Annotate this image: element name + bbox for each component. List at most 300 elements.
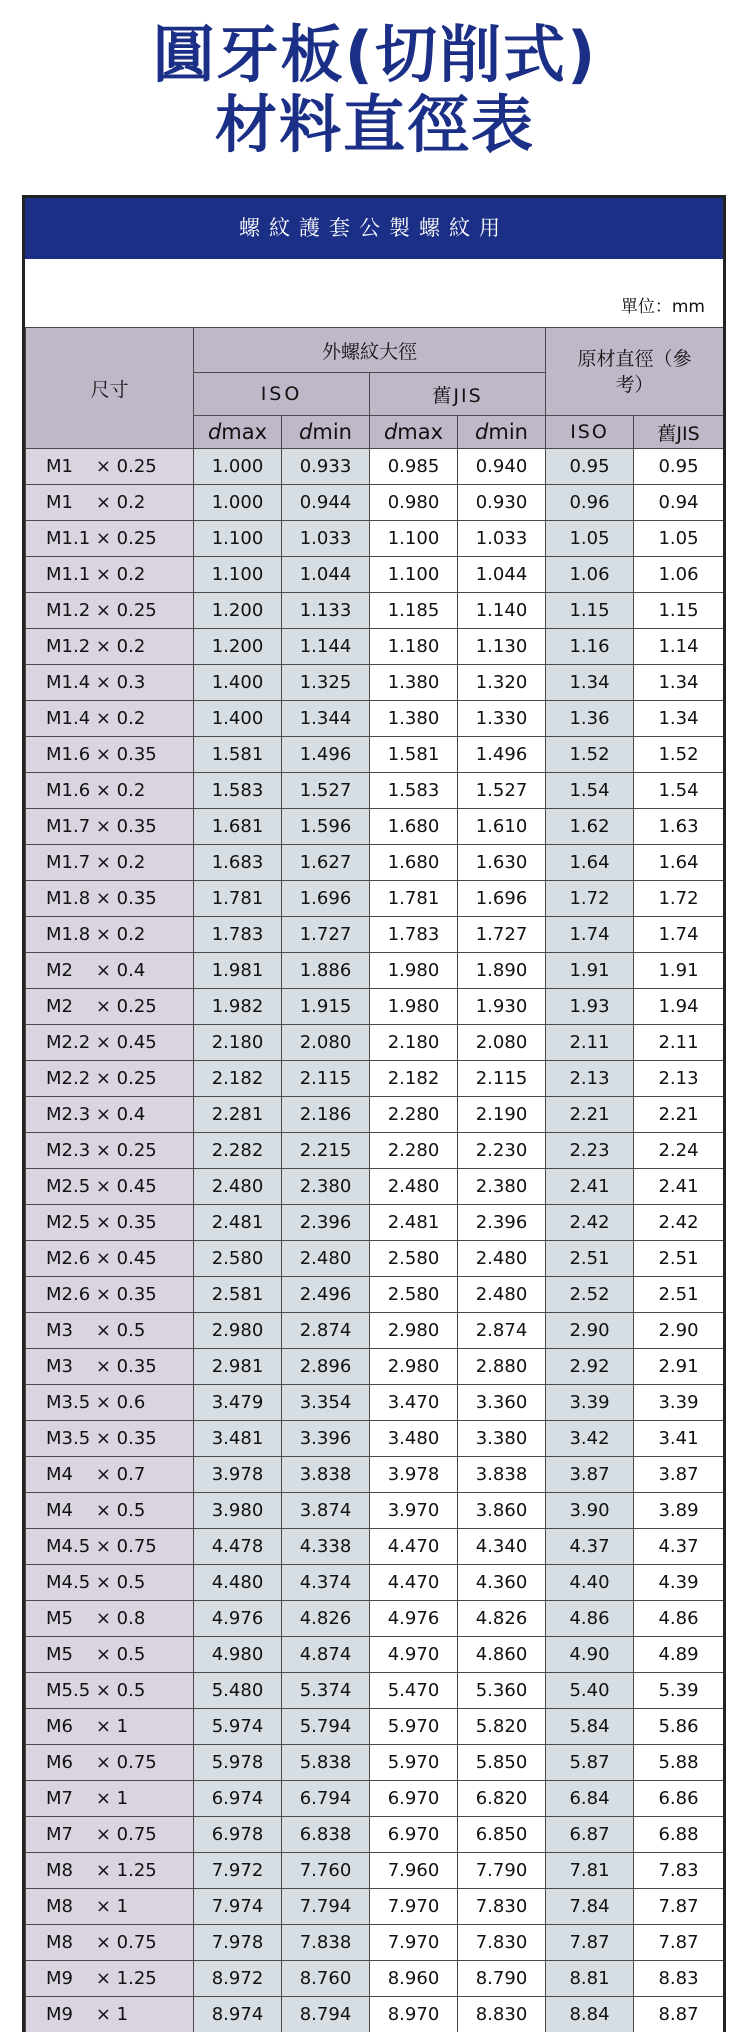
header-major-diameter: 外螺紋大徑 bbox=[194, 328, 546, 373]
blank-iso-cell: 2.41 bbox=[546, 1169, 634, 1205]
jis-dmax-cell: 1.783 bbox=[370, 917, 458, 953]
blank-iso-cell: 2.13 bbox=[546, 1061, 634, 1097]
jis-dmax-cell: 6.970 bbox=[370, 1781, 458, 1817]
iso-dmin-cell: 4.826 bbox=[282, 1601, 370, 1637]
jis-dmax-cell: 1.581 bbox=[370, 737, 458, 773]
iso-dmax-cell: 6.978 bbox=[194, 1817, 282, 1853]
blank-iso-cell: 1.05 bbox=[546, 521, 634, 557]
blank-iso-cell: 1.36 bbox=[546, 701, 634, 737]
table-row bbox=[26, 1277, 724, 1313]
table-row bbox=[26, 1385, 724, 1421]
jis-dmax-cell: 1.583 bbox=[370, 773, 458, 809]
title-line-1: 圓牙板(切削式) bbox=[152, 18, 598, 91]
jis-dmax-cell: 0.980 bbox=[370, 485, 458, 521]
jis-dmax-cell: 4.970 bbox=[370, 1637, 458, 1673]
blank-jis-cell: 2.41 bbox=[634, 1169, 724, 1205]
blank-iso-cell: 1.64 bbox=[546, 845, 634, 881]
jis-dmin-cell: 1.890 bbox=[458, 953, 546, 989]
size-cell: M6 × 0.75 bbox=[26, 1745, 194, 1781]
size-cell: M6 × 1 bbox=[26, 1709, 194, 1745]
size-cell: M2.5 × 0.45 bbox=[26, 1169, 194, 1205]
blank-jis-cell: 2.11 bbox=[634, 1025, 724, 1061]
blank-iso-cell: 4.90 bbox=[546, 1637, 634, 1673]
header-blank-jis: 舊JIS bbox=[634, 416, 724, 449]
table-row bbox=[26, 1241, 724, 1277]
iso-dmax-cell: 1.400 bbox=[194, 701, 282, 737]
jis-dmax-cell: 2.980 bbox=[370, 1313, 458, 1349]
jis-dmin-cell: 1.630 bbox=[458, 845, 546, 881]
iso-dmin-cell: 2.186 bbox=[282, 1097, 370, 1133]
iso-dmin-cell: 1.527 bbox=[282, 773, 370, 809]
iso-dmax-cell: 1.783 bbox=[194, 917, 282, 953]
blank-iso-cell: 2.90 bbox=[546, 1313, 634, 1349]
blank-iso-cell: 5.40 bbox=[546, 1673, 634, 1709]
table-row bbox=[26, 1997, 724, 2032]
iso-dmin-cell: 5.794 bbox=[282, 1709, 370, 1745]
blank-jis-cell: 0.95 bbox=[634, 449, 724, 485]
jis-dmin-cell: 3.838 bbox=[458, 1457, 546, 1493]
table-row bbox=[26, 1349, 724, 1385]
iso-dmin-cell: 2.215 bbox=[282, 1133, 370, 1169]
blank-iso-cell: 0.96 bbox=[546, 485, 634, 521]
iso-dmin-cell: 1.144 bbox=[282, 629, 370, 665]
size-cell: M1.2 × 0.2 bbox=[26, 629, 194, 665]
jis-dmax-cell: 2.280 bbox=[370, 1133, 458, 1169]
blank-jis-cell: 1.54 bbox=[634, 773, 724, 809]
iso-dmin-cell: 4.374 bbox=[282, 1565, 370, 1601]
jis-dmin-cell: 2.190 bbox=[458, 1097, 546, 1133]
blank-iso-cell: 4.86 bbox=[546, 1601, 634, 1637]
table-row bbox=[26, 1205, 724, 1241]
iso-dmax-cell: 1.683 bbox=[194, 845, 282, 881]
table-row bbox=[26, 665, 724, 701]
jis-dmin-cell: 6.820 bbox=[458, 1781, 546, 1817]
jis-dmin-cell: 4.360 bbox=[458, 1565, 546, 1601]
size-cell: M2.2 × 0.25 bbox=[26, 1061, 194, 1097]
table-row bbox=[26, 1529, 724, 1565]
iso-dmin-cell: 2.380 bbox=[282, 1169, 370, 1205]
blank-iso-cell: 5.84 bbox=[546, 1709, 634, 1745]
iso-dmin-cell: 3.396 bbox=[282, 1421, 370, 1457]
iso-dmin-cell: 1.344 bbox=[282, 701, 370, 737]
blank-iso-cell: 1.93 bbox=[546, 989, 634, 1025]
size-cell: M2.6 × 0.45 bbox=[26, 1241, 194, 1277]
iso-dmax-cell: 3.481 bbox=[194, 1421, 282, 1457]
table-row bbox=[26, 1889, 724, 1925]
iso-dmax-cell: 4.478 bbox=[194, 1529, 282, 1565]
blank-iso-cell: 3.90 bbox=[546, 1493, 634, 1529]
iso-dmax-cell: 2.182 bbox=[194, 1061, 282, 1097]
iso-dmax-cell: 1.982 bbox=[194, 989, 282, 1025]
blank-iso-cell: 8.81 bbox=[546, 1961, 634, 1997]
blank-jis-cell: 2.51 bbox=[634, 1277, 724, 1313]
blank-jis-cell: 8.87 bbox=[634, 1997, 724, 2032]
iso-dmax-cell: 8.974 bbox=[194, 1997, 282, 2032]
jis-dmin-cell: 8.830 bbox=[458, 1997, 546, 2032]
iso-dmax-cell: 2.580 bbox=[194, 1241, 282, 1277]
jis-dmax-cell: 0.985 bbox=[370, 449, 458, 485]
blank-jis-cell: 1.94 bbox=[634, 989, 724, 1025]
iso-dmin-cell: 7.760 bbox=[282, 1853, 370, 1889]
jis-dmax-cell: 5.470 bbox=[370, 1673, 458, 1709]
blank-iso-cell: 1.62 bbox=[546, 809, 634, 845]
jis-dmin-cell: 1.140 bbox=[458, 593, 546, 629]
iso-dmax-cell: 3.978 bbox=[194, 1457, 282, 1493]
iso-dmax-cell: 1.781 bbox=[194, 881, 282, 917]
jis-dmax-cell: 1.980 bbox=[370, 989, 458, 1025]
iso-dmin-cell: 6.838 bbox=[282, 1817, 370, 1853]
size-cell: M2 × 0.25 bbox=[26, 989, 194, 1025]
table-row bbox=[26, 593, 724, 629]
jis-dmax-cell: 8.960 bbox=[370, 1961, 458, 1997]
table-row bbox=[26, 1709, 724, 1745]
blank-jis-cell: 6.88 bbox=[634, 1817, 724, 1853]
blank-jis-cell: 7.87 bbox=[634, 1889, 724, 1925]
table-row bbox=[26, 737, 724, 773]
jis-dmax-cell: 2.980 bbox=[370, 1349, 458, 1385]
size-cell: M9 × 1 bbox=[26, 1997, 194, 2032]
jis-dmax-cell: 1.185 bbox=[370, 593, 458, 629]
blank-jis-cell: 5.88 bbox=[634, 1745, 724, 1781]
jis-dmin-cell: 4.860 bbox=[458, 1637, 546, 1673]
jis-dmin-cell: 7.790 bbox=[458, 1853, 546, 1889]
jis-dmax-cell: 4.470 bbox=[370, 1565, 458, 1601]
iso-dmin-cell: 2.115 bbox=[282, 1061, 370, 1097]
diameter-table bbox=[25, 327, 724, 2032]
iso-dmin-cell: 4.338 bbox=[282, 1529, 370, 1565]
blank-jis-cell: 1.64 bbox=[634, 845, 724, 881]
table-body bbox=[26, 449, 724, 2032]
size-cell: M3.5 × 0.35 bbox=[26, 1421, 194, 1457]
table-row bbox=[26, 1025, 724, 1061]
iso-dmax-cell: 2.481 bbox=[194, 1205, 282, 1241]
iso-dmin-cell: 1.886 bbox=[282, 953, 370, 989]
table-row bbox=[26, 521, 724, 557]
size-cell: M1.4 × 0.2 bbox=[26, 701, 194, 737]
table-row bbox=[26, 809, 724, 845]
jis-dmin-cell: 2.480 bbox=[458, 1277, 546, 1313]
unit-row bbox=[25, 259, 723, 327]
blank-iso-cell: 2.23 bbox=[546, 1133, 634, 1169]
table-row bbox=[26, 1313, 724, 1349]
iso-dmin-cell: 2.080 bbox=[282, 1025, 370, 1061]
blank-jis-cell: 5.39 bbox=[634, 1673, 724, 1709]
size-cell: M1.8 × 0.2 bbox=[26, 917, 194, 953]
iso-dmax-cell: 3.980 bbox=[194, 1493, 282, 1529]
blank-iso-cell: 8.84 bbox=[546, 1997, 634, 2032]
jis-dmax-cell: 3.480 bbox=[370, 1421, 458, 1457]
iso-dmin-cell: 1.727 bbox=[282, 917, 370, 953]
table-row bbox=[26, 1673, 724, 1709]
jis-dmin-cell: 1.130 bbox=[458, 629, 546, 665]
iso-dmax-cell: 4.980 bbox=[194, 1637, 282, 1673]
blank-jis-cell: 4.86 bbox=[634, 1601, 724, 1637]
jis-dmin-cell: 3.360 bbox=[458, 1385, 546, 1421]
table-row bbox=[26, 629, 724, 665]
iso-dmax-cell: 2.180 bbox=[194, 1025, 282, 1061]
blank-iso-cell: 4.37 bbox=[546, 1529, 634, 1565]
size-cell: M1 × 0.25 bbox=[26, 449, 194, 485]
blank-iso-cell: 7.84 bbox=[546, 1889, 634, 1925]
blank-jis-cell: 2.13 bbox=[634, 1061, 724, 1097]
table-row bbox=[26, 953, 724, 989]
iso-dmin-cell: 7.794 bbox=[282, 1889, 370, 1925]
jis-dmax-cell: 2.182 bbox=[370, 1061, 458, 1097]
jis-dmin-cell: 1.696 bbox=[458, 881, 546, 917]
iso-dmax-cell: 5.480 bbox=[194, 1673, 282, 1709]
size-cell: M3 × 0.5 bbox=[26, 1313, 194, 1349]
iso-dmin-cell: 5.838 bbox=[282, 1745, 370, 1781]
size-cell: M2.5 × 0.35 bbox=[26, 1205, 194, 1241]
table-frame bbox=[22, 195, 726, 2032]
table-banner: 螺紋護套公製螺紋用 bbox=[25, 198, 723, 259]
iso-dmin-cell: 2.874 bbox=[282, 1313, 370, 1349]
table-row bbox=[26, 1565, 724, 1601]
table-row bbox=[26, 989, 724, 1025]
size-cell: M4.5 × 0.5 bbox=[26, 1565, 194, 1601]
blank-jis-cell: 2.24 bbox=[634, 1133, 724, 1169]
jis-dmin-cell: 5.360 bbox=[458, 1673, 546, 1709]
table-row bbox=[26, 1097, 724, 1133]
blank-iso-cell: 1.16 bbox=[546, 629, 634, 665]
table-row bbox=[26, 1853, 724, 1889]
jis-dmax-cell: 2.480 bbox=[370, 1169, 458, 1205]
jis-dmax-cell: 7.970 bbox=[370, 1889, 458, 1925]
blank-iso-cell: 2.11 bbox=[546, 1025, 634, 1061]
blank-jis-cell: 7.83 bbox=[634, 1853, 724, 1889]
blank-iso-cell: 6.87 bbox=[546, 1817, 634, 1853]
table-row bbox=[26, 557, 724, 593]
table-row bbox=[26, 845, 724, 881]
iso-dmax-cell: 2.281 bbox=[194, 1097, 282, 1133]
blank-jis-cell: 3.41 bbox=[634, 1421, 724, 1457]
header-size: 尺寸 bbox=[26, 328, 194, 449]
jis-dmax-cell: 2.481 bbox=[370, 1205, 458, 1241]
iso-dmax-cell: 5.974 bbox=[194, 1709, 282, 1745]
blank-iso-cell: 1.06 bbox=[546, 557, 634, 593]
jis-dmin-cell: 2.874 bbox=[458, 1313, 546, 1349]
size-cell: M1.1 × 0.25 bbox=[26, 521, 194, 557]
size-cell: M7 × 1 bbox=[26, 1781, 194, 1817]
jis-dmax-cell: 1.781 bbox=[370, 881, 458, 917]
page-title bbox=[0, 0, 750, 185]
iso-dmin-cell: 1.627 bbox=[282, 845, 370, 881]
blank-jis-cell: 4.37 bbox=[634, 1529, 724, 1565]
table-row bbox=[26, 1493, 724, 1529]
jis-dmin-cell: 2.380 bbox=[458, 1169, 546, 1205]
blank-jis-cell: 1.91 bbox=[634, 953, 724, 989]
iso-dmin-cell: 2.896 bbox=[282, 1349, 370, 1385]
jis-dmin-cell: 4.340 bbox=[458, 1529, 546, 1565]
jis-dmin-cell: 4.826 bbox=[458, 1601, 546, 1637]
size-cell: M4 × 0.5 bbox=[26, 1493, 194, 1529]
iso-dmax-cell: 1.200 bbox=[194, 629, 282, 665]
iso-dmax-cell: 1.000 bbox=[194, 449, 282, 485]
size-cell: M4 × 0.7 bbox=[26, 1457, 194, 1493]
iso-dmin-cell: 7.838 bbox=[282, 1925, 370, 1961]
iso-dmax-cell: 2.581 bbox=[194, 1277, 282, 1313]
table-row bbox=[26, 1169, 724, 1205]
jis-dmax-cell: 2.580 bbox=[370, 1277, 458, 1313]
jis-dmin-cell: 3.860 bbox=[458, 1493, 546, 1529]
size-cell: M2.6 × 0.35 bbox=[26, 1277, 194, 1313]
iso-dmin-cell: 0.944 bbox=[282, 485, 370, 521]
jis-dmin-cell: 1.044 bbox=[458, 557, 546, 593]
table-row bbox=[26, 1061, 724, 1097]
size-cell: M5.5 × 0.5 bbox=[26, 1673, 194, 1709]
iso-dmin-cell: 2.496 bbox=[282, 1277, 370, 1313]
jis-dmax-cell: 2.580 bbox=[370, 1241, 458, 1277]
size-cell: M1.2 × 0.25 bbox=[26, 593, 194, 629]
iso-dmax-cell: 1.100 bbox=[194, 557, 282, 593]
jis-dmax-cell: 1.100 bbox=[370, 521, 458, 557]
blank-iso-cell: 1.74 bbox=[546, 917, 634, 953]
iso-dmax-cell: 7.972 bbox=[194, 1853, 282, 1889]
blank-iso-cell: 1.34 bbox=[546, 665, 634, 701]
jis-dmax-cell: 3.470 bbox=[370, 1385, 458, 1421]
jis-dmin-cell: 2.080 bbox=[458, 1025, 546, 1061]
jis-dmax-cell: 5.970 bbox=[370, 1745, 458, 1781]
table-row bbox=[26, 773, 724, 809]
header-iso-dmax: dmax bbox=[194, 416, 282, 449]
iso-dmin-cell: 1.596 bbox=[282, 809, 370, 845]
blank-jis-cell: 2.42 bbox=[634, 1205, 724, 1241]
jis-dmin-cell: 1.527 bbox=[458, 773, 546, 809]
blank-iso-cell: 0.95 bbox=[546, 449, 634, 485]
iso-dmax-cell: 7.974 bbox=[194, 1889, 282, 1925]
blank-jis-cell: 1.63 bbox=[634, 809, 724, 845]
jis-dmax-cell: 7.970 bbox=[370, 1925, 458, 1961]
jis-dmin-cell: 2.115 bbox=[458, 1061, 546, 1097]
size-cell: M2.2 × 0.45 bbox=[26, 1025, 194, 1061]
iso-dmin-cell: 0.933 bbox=[282, 449, 370, 485]
iso-dmin-cell: 1.133 bbox=[282, 593, 370, 629]
blank-iso-cell: 2.42 bbox=[546, 1205, 634, 1241]
blank-iso-cell: 4.40 bbox=[546, 1565, 634, 1601]
jis-dmin-cell: 2.230 bbox=[458, 1133, 546, 1169]
iso-dmin-cell: 8.760 bbox=[282, 1961, 370, 1997]
jis-dmax-cell: 5.970 bbox=[370, 1709, 458, 1745]
blank-jis-cell: 2.51 bbox=[634, 1241, 724, 1277]
iso-dmin-cell: 3.874 bbox=[282, 1493, 370, 1529]
blank-iso-cell: 1.52 bbox=[546, 737, 634, 773]
jis-dmax-cell: 6.970 bbox=[370, 1817, 458, 1853]
jis-dmin-cell: 1.320 bbox=[458, 665, 546, 701]
blank-jis-cell: 1.34 bbox=[634, 701, 724, 737]
iso-dmax-cell: 2.980 bbox=[194, 1313, 282, 1349]
iso-dmax-cell: 4.480 bbox=[194, 1565, 282, 1601]
blank-iso-cell: 6.84 bbox=[546, 1781, 634, 1817]
iso-dmin-cell: 1.325 bbox=[282, 665, 370, 701]
blank-jis-cell: 8.83 bbox=[634, 1961, 724, 1997]
table-row bbox=[26, 1421, 724, 1457]
iso-dmax-cell: 1.000 bbox=[194, 485, 282, 521]
jis-dmax-cell: 1.180 bbox=[370, 629, 458, 665]
header-jis-dmax: dmax bbox=[370, 416, 458, 449]
size-cell: M1 × 0.2 bbox=[26, 485, 194, 521]
size-cell: M1.7 × 0.35 bbox=[26, 809, 194, 845]
iso-dmin-cell: 3.354 bbox=[282, 1385, 370, 1421]
blank-jis-cell: 3.87 bbox=[634, 1457, 724, 1493]
header-blank-label: 原材直徑（參考） bbox=[577, 347, 692, 396]
blank-iso-cell: 1.15 bbox=[546, 593, 634, 629]
jis-dmin-cell: 8.790 bbox=[458, 1961, 546, 1997]
size-cell: M5 × 0.5 bbox=[26, 1637, 194, 1673]
iso-dmin-cell: 6.794 bbox=[282, 1781, 370, 1817]
table-row bbox=[26, 1745, 724, 1781]
iso-dmax-cell: 2.480 bbox=[194, 1169, 282, 1205]
size-cell: M7 × 0.75 bbox=[26, 1817, 194, 1853]
jis-dmax-cell: 1.980 bbox=[370, 953, 458, 989]
blank-jis-cell: 1.34 bbox=[634, 665, 724, 701]
blank-iso-cell: 2.51 bbox=[546, 1241, 634, 1277]
jis-dmin-cell: 0.930 bbox=[458, 485, 546, 521]
iso-dmin-cell: 5.374 bbox=[282, 1673, 370, 1709]
jis-dmin-cell: 2.880 bbox=[458, 1349, 546, 1385]
header-iso: ISO bbox=[194, 373, 370, 416]
size-cell: M1.8 × 0.35 bbox=[26, 881, 194, 917]
iso-dmin-cell: 1.044 bbox=[282, 557, 370, 593]
iso-dmax-cell: 6.974 bbox=[194, 1781, 282, 1817]
blank-jis-cell: 7.87 bbox=[634, 1925, 724, 1961]
jis-dmin-cell: 1.930 bbox=[458, 989, 546, 1025]
blank-jis-cell: 3.39 bbox=[634, 1385, 724, 1421]
size-cell: M4.5 × 0.75 bbox=[26, 1529, 194, 1565]
blank-iso-cell: 1.54 bbox=[546, 773, 634, 809]
blank-jis-cell: 2.91 bbox=[634, 1349, 724, 1385]
blank-jis-cell: 6.86 bbox=[634, 1781, 724, 1817]
title-line-2: 材料直徑表 bbox=[214, 88, 535, 161]
iso-dmax-cell: 1.200 bbox=[194, 593, 282, 629]
jis-dmax-cell: 2.280 bbox=[370, 1097, 458, 1133]
table-row bbox=[26, 881, 724, 917]
jis-dmin-cell: 1.330 bbox=[458, 701, 546, 737]
size-cell: M9 × 1.25 bbox=[26, 1961, 194, 1997]
size-cell: M5 × 0.8 bbox=[26, 1601, 194, 1637]
jis-dmax-cell: 1.680 bbox=[370, 845, 458, 881]
table-row bbox=[26, 1457, 724, 1493]
jis-dmin-cell: 5.820 bbox=[458, 1709, 546, 1745]
jis-dmin-cell: 2.396 bbox=[458, 1205, 546, 1241]
header-blank-iso: ISO bbox=[546, 416, 634, 449]
jis-dmax-cell: 1.100 bbox=[370, 557, 458, 593]
jis-dmin-cell: 1.496 bbox=[458, 737, 546, 773]
blank-jis-cell: 1.14 bbox=[634, 629, 724, 665]
header-jis-dmin: dmin bbox=[458, 416, 546, 449]
iso-dmax-cell: 1.583 bbox=[194, 773, 282, 809]
blank-jis-cell: 1.72 bbox=[634, 881, 724, 917]
size-cell: M2 × 0.4 bbox=[26, 953, 194, 989]
header-oldjis: 舊JIS bbox=[370, 373, 546, 416]
iso-dmin-cell: 1.696 bbox=[282, 881, 370, 917]
jis-dmin-cell: 7.830 bbox=[458, 1889, 546, 1925]
blank-iso-cell: 5.87 bbox=[546, 1745, 634, 1781]
jis-dmax-cell: 4.470 bbox=[370, 1529, 458, 1565]
jis-dmin-cell: 0.940 bbox=[458, 449, 546, 485]
table-row bbox=[26, 1817, 724, 1853]
size-cell: M1.6 × 0.2 bbox=[26, 773, 194, 809]
iso-dmax-cell: 1.981 bbox=[194, 953, 282, 989]
blank-jis-cell: 2.21 bbox=[634, 1097, 724, 1133]
jis-dmax-cell: 3.970 bbox=[370, 1493, 458, 1529]
iso-dmin-cell: 2.396 bbox=[282, 1205, 370, 1241]
size-cell: M1.4 × 0.3 bbox=[26, 665, 194, 701]
size-cell: M3 × 0.35 bbox=[26, 1349, 194, 1385]
size-cell: M2.3 × 0.25 bbox=[26, 1133, 194, 1169]
table-row bbox=[26, 1133, 724, 1169]
size-cell: M1.1 × 0.2 bbox=[26, 557, 194, 593]
iso-dmax-cell: 8.972 bbox=[194, 1961, 282, 1997]
